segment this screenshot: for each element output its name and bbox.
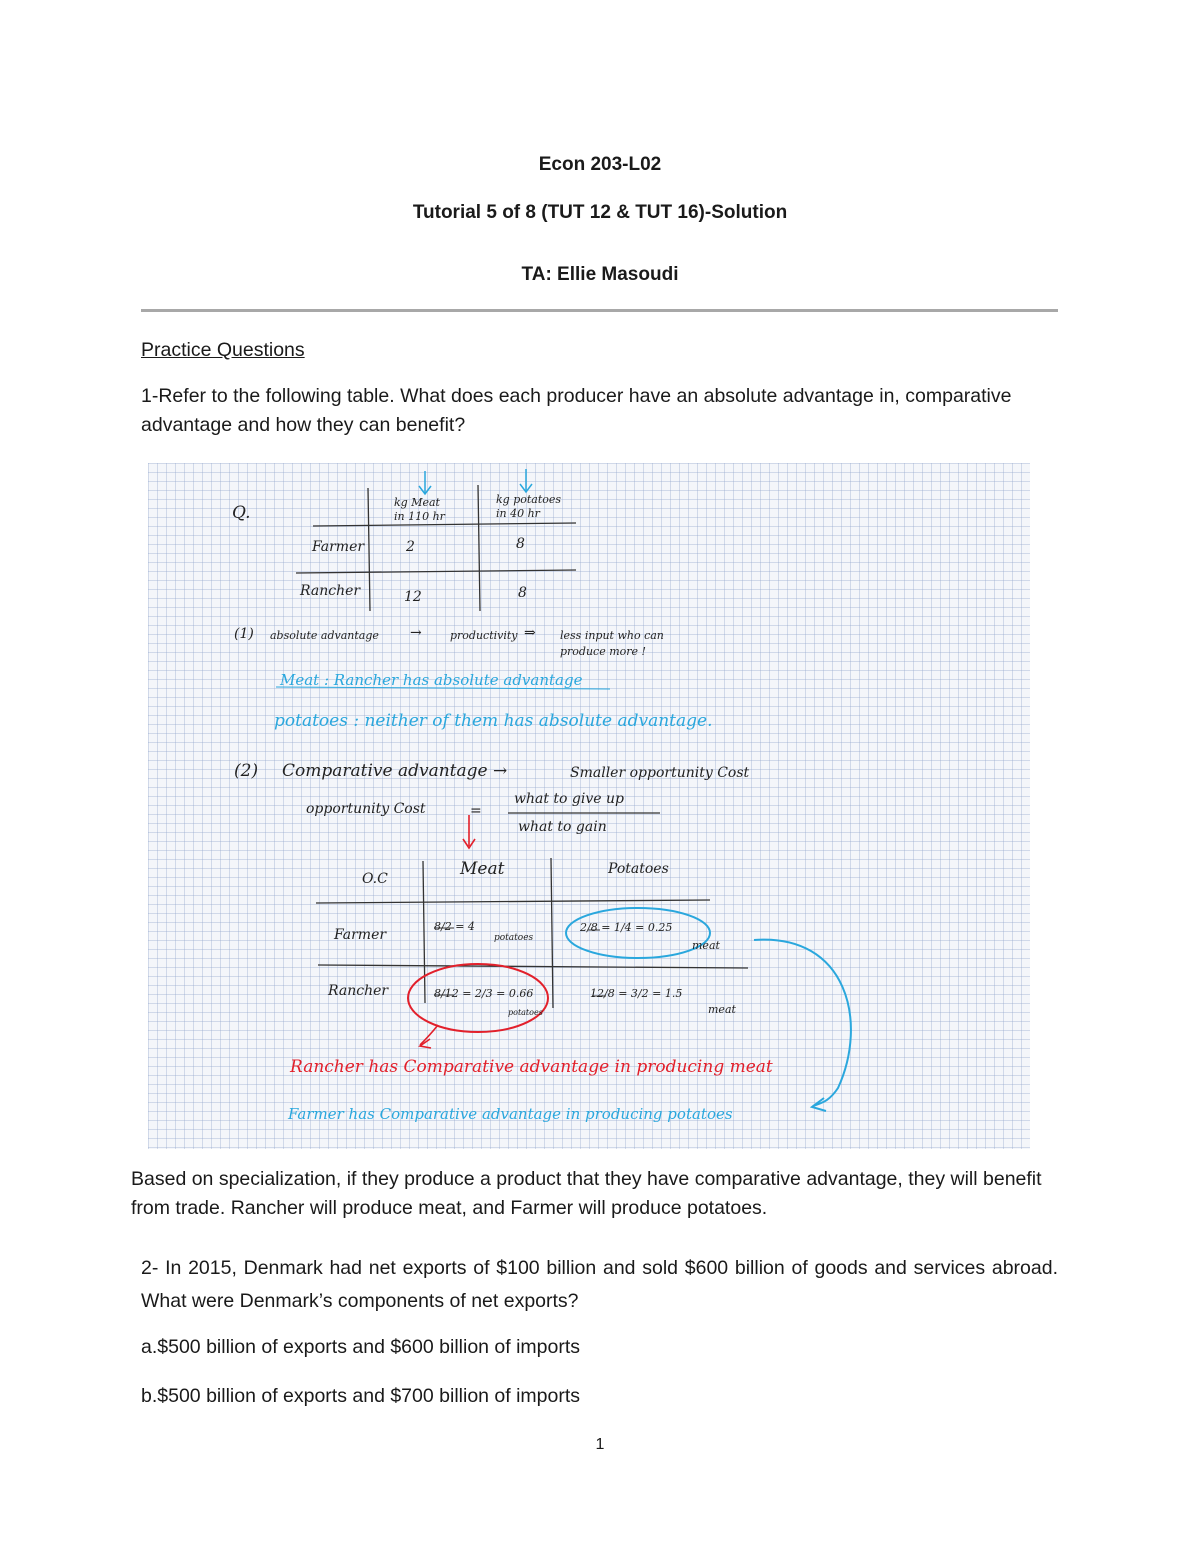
notes-rancher-meat-unit: potatoes [508, 1008, 543, 1017]
notes-oc-col-meat: Meat [460, 859, 505, 879]
notes-farmer-pot-oc: 2/8 = 1/4 = 0.25 [580, 921, 673, 934]
option-text: $500 billion of exports and $600 billion of imports [157, 1336, 581, 1358]
notes-part1-def3a: less input who can [560, 629, 664, 642]
notes-farmer-pot-unit: meat [692, 939, 720, 952]
notes-q-label: Q. [232, 503, 251, 523]
question-2-text: 2- In 2015, Denmark had net exports of $100 billion and sold $600 billion of goods and services abroad. What were Denmark’s components of net exports? [141, 1257, 1058, 1312]
notes-part1-num: (1) [234, 626, 254, 642]
notes-oc-abbr: O.C [362, 871, 388, 887]
notes-part2-num: (2) [234, 761, 259, 781]
notes-part2-def: Comparative advantage → [282, 761, 508, 781]
option-a [141, 1333, 580, 1362]
question-1 [141, 382, 1041, 440]
notes-row-farmer: Farmer [312, 539, 365, 555]
notes-oc-num: what to give up [514, 791, 624, 807]
notes-ans-potatoes: potatoes : neither of them has absolute advantage. [274, 711, 713, 731]
notes-part1-def3b: produce more ! [560, 645, 646, 658]
notes-part1-def1: absolute advantage [270, 629, 379, 642]
notes-conclusion-farmer: Farmer has Comparative advantage in producing potatoes [288, 1105, 733, 1123]
page-number: 1 [595, 1436, 605, 1453]
notes-farmer-meat: 2 [406, 539, 415, 555]
notes-rancher-pot: 8 [518, 585, 527, 601]
notes-ans-meat: Meat : Rancher has absolute advantage [280, 671, 583, 689]
notes-rancher-pot-oc: 12/8 = 3/2 = 1.5 [590, 987, 683, 1000]
option-letter: b. [141, 1385, 158, 1407]
section-title: Practice Questions [141, 339, 305, 361]
notes-part1-arrow2: ⇒ [524, 625, 536, 641]
ta-name: TA: Ellie Masoudi [521, 264, 679, 285]
notes-farmer-meat-oc: 8/2 = 4 [434, 920, 475, 933]
notes-oc-den: what to gain [518, 819, 607, 835]
notes-farmer-meat-unit: potatoes [494, 933, 534, 943]
notes-col-meat-unit: in 110 hr [394, 510, 445, 523]
notes-oc-rancher: Rancher [328, 983, 389, 999]
notes-part2-def2: Smaller opportunity Cost [570, 765, 750, 781]
notes-conclusion-rancher: Rancher has Comparative advantage in producing meat [290, 1057, 773, 1077]
notes-rancher-meat: 12 [404, 589, 422, 605]
tutorial-title: Tutorial 5 of 8 (TUT 12 & TUT 16)-Solution [412, 202, 788, 223]
answer-1-text: Based on specialization, if they produce a product that they have comparative advantage, they will benefit from trade. Rancher will produce meat, and Farmer will produce potatoes. [131, 1168, 1042, 1219]
question-1-number: 1 [141, 385, 152, 407]
notes-rancher-pot-unit: meat [708, 1003, 736, 1016]
notes-rancher-meat-oc: 8/12 = 2/3 = 0.66 [434, 987, 534, 1000]
notes-oc-farmer: Farmer [334, 927, 387, 943]
notes-oc-col-potatoes: Potatoes [608, 861, 669, 877]
notes-farmer-pot: 8 [516, 536, 525, 552]
header-divider [141, 309, 1058, 312]
notes-row-rancher: Rancher [300, 583, 361, 599]
notes-col-pot-unit: in 40 hr [496, 507, 540, 520]
notes-col-pot: kg potatoes [496, 493, 562, 506]
notes-part1-def2: productivity [450, 629, 518, 642]
option-letter: a. [141, 1336, 158, 1358]
notes-oc-eq: = [470, 803, 482, 819]
question-1-text: -Refer to the following table. What does each producer have an absolute advantage in, comparative advantage and how they can benefit? [141, 385, 1012, 436]
handwritten-notes-image [148, 463, 1030, 1149]
notes-oc-label: opportunity Cost [306, 801, 426, 817]
notes-col-meat: kg Meat [394, 496, 440, 509]
course-title: Econ 203-L02 [538, 154, 662, 175]
option-text: $500 billion of exports and $700 billion of imports [157, 1385, 581, 1407]
option-b [141, 1382, 580, 1411]
notes-part1-arrow1: → [410, 625, 422, 641]
